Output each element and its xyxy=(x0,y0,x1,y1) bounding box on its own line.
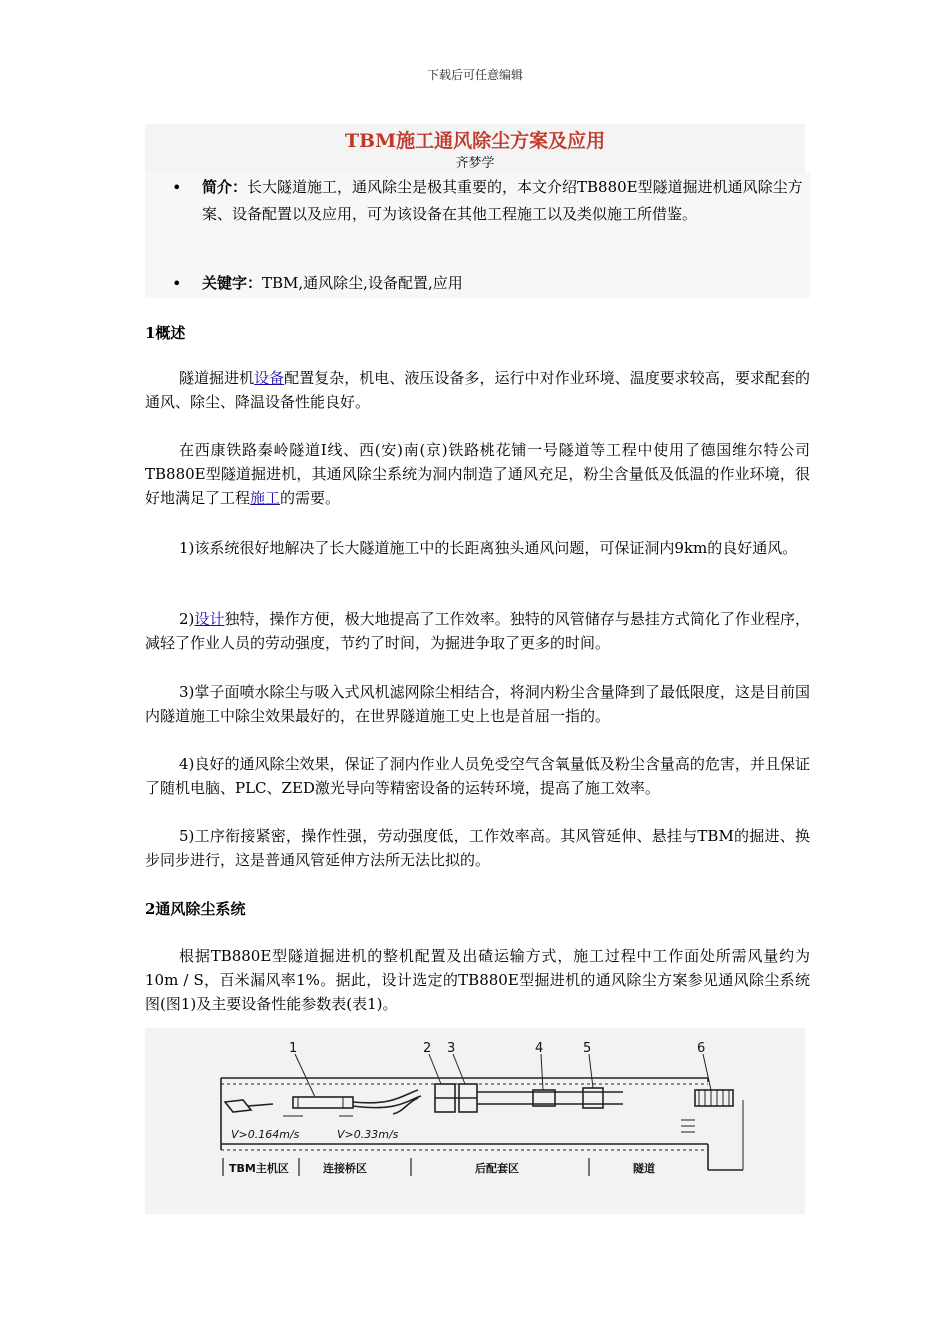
section-heading-1: 1概述 xyxy=(145,324,186,342)
keywords-label: 关键字： xyxy=(202,274,263,292)
paragraph: 根据TB880E型隧道掘进机的整机配置及出碴运输方式，施工过程中工作面处所需风量约为10m / S，百米漏风率1%。据此，设计选定的TB880E型掘进机的通风除尘方案参见通风除尘系统图(图1)及主要设备性能参数表(表1)。 xyxy=(145,947,810,1013)
bullet-icon: • xyxy=(172,178,182,197)
section-heading-2: 2通风除尘系统 xyxy=(145,900,246,918)
paragraph: 1)该系统很好地解决了长大隧道施工中的长距离独头通风问题，可保证洞内9km的良好通风。 xyxy=(179,539,798,557)
paragraph: 4)良好的通风除尘效果，保证了洞内作业人员免受空气含氧量低及粉尘含量高的危害，并且保证了随机电脑、PLC、ZED激光导向等精密设备的运转环境，提高了施工效率。 xyxy=(145,755,810,797)
link-equipment[interactable]: 设备 xyxy=(254,369,285,387)
link-design[interactable]: 设计 xyxy=(194,610,225,628)
link-construction[interactable]: 施工 xyxy=(250,489,281,507)
figure-zone-backup: 后配套区 xyxy=(475,1162,519,1175)
paragraph: 2)设计独特，操作方便，极大地提高了工作效率。独特的风管储存与悬挂方式简化了作业程序，减轻了作业人员的劳动强度，节约了时间，为掘进争取了更多的时间。 xyxy=(145,610,810,652)
figure-label-1: 1 xyxy=(289,1041,298,1056)
abstract-item xyxy=(172,174,812,228)
paragraph: 隧道掘进机设备配置复杂，机电、液压设备多，运行中对作业环境、温度要求较高，要求配套的通风、除尘、降温设备性能良好。 xyxy=(145,369,810,411)
figure-zone-tbm: TBM主机区 xyxy=(229,1162,289,1175)
figure-velocity-2: V>0.33m/s xyxy=(337,1128,399,1141)
header-note: 下载后可任意编辑 xyxy=(426,68,523,82)
figure-label-2: 2 xyxy=(423,1041,432,1056)
paragraph: 5)工序衔接紧密，操作性强，劳动强度低，工作效率高。其风管延伸、悬挂与TBM的掘进、换步同步进行，这是普通风管延伸方法所无法比拟的。 xyxy=(145,827,810,869)
document-title: TBM施工通风除尘方案及应用 xyxy=(344,130,606,152)
abstract-text: 长大隧道施工，通风除尘是极其重要的，本文介绍TB880E型隧道掘进机通风除尘方案、设备配置以及应用，可为该设备在其他工程施工以及类似施工所借鉴。 xyxy=(202,178,803,223)
figure-zone-bridge: 连接桥区 xyxy=(323,1162,367,1175)
abstract-label: 简介： xyxy=(202,178,248,196)
paragraph: 在西康铁路秦岭隧道Ⅰ线、西(安)南(京)铁路桃花铺一号隧道等工程中使用了德国维尔特公司TB880E型隧道掘进机，其通风除尘系统为洞内制造了通风充足，粉尘含量低及低温的作业环境，很好地满足了工程施工的需要。 xyxy=(145,441,810,507)
figure-label-6: 6 xyxy=(697,1041,706,1056)
keywords-text: TBM,通风除尘,设备配置,应用 xyxy=(262,274,463,292)
bullet-icon: • xyxy=(172,274,182,293)
document-author: 齐梦学 xyxy=(455,156,495,171)
paragraph: 3)掌子面喷水除尘与吸入式风机滤网除尘相结合，将洞内粉尘含量降到了最低限度，这是目前国内隧道施工中除尘效果最好的，在世界隧道施工史上也是首屈一指的。 xyxy=(145,683,810,725)
figure-label-4: 4 xyxy=(535,1041,544,1056)
figure-velocity-1: V>0.164m/s xyxy=(231,1128,300,1141)
keywords-item xyxy=(172,270,812,297)
ventilation-system-figure xyxy=(203,1040,748,1190)
figure-label-3: 3 xyxy=(447,1041,456,1056)
figure-zone-tunnel: 隧道 xyxy=(633,1162,655,1175)
figure-label-5: 5 xyxy=(583,1041,592,1056)
